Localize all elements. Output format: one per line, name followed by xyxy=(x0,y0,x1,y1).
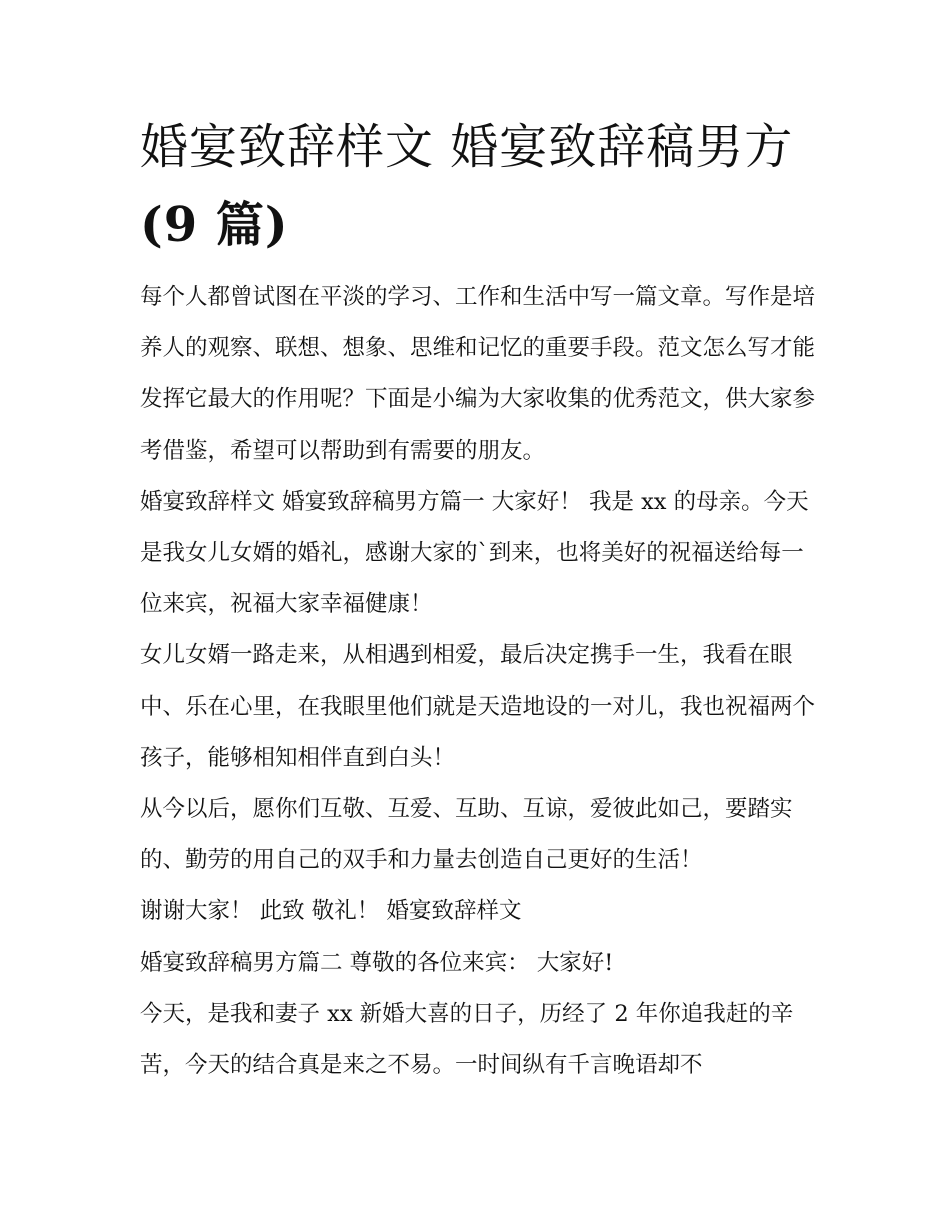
paragraph-speech-two-body: 今天，是我和妻子 xx 新婚大喜的日子，历经了 2 年你追我赶的辛苦，今天的结合真是来之不易。一时间纵有千言晚语却不 xyxy=(140,1000,794,1079)
title-text: 婚宴致辞样文 婚宴致辞稿男方 xyxy=(140,119,794,175)
title-count: (9 篇) xyxy=(140,197,289,253)
paragraph-intro: 每个人都曾试图在平淡的学习、工作和生活中写一篇文章。写作是培养人的观察、联想、想象、思维和记忆的重要手段。范文怎么写才能发挥它最大的作用呢？下面是小编为大家收集的优秀范文，供大家参考借鉴，希望可以帮助到有需要的朋友。 xyxy=(140,284,816,464)
document-title xyxy=(140,108,830,264)
paragraph-speech-two-heading: 婚宴致辞稿男方篇二 尊敬的各位来宾： 大家好! xyxy=(140,949,614,976)
paragraph-speech-one-blessing: 女儿女婿一路走来，从相遇到相爱，最后决定携手一生，我看在眼中、乐在心里，在我眼里他们就是天造地设的一对儿，我也祝福两个孩子，能够相知相伴直到白头！ xyxy=(140,642,816,771)
paragraph-speech-one-wish: 从今以后，愿你们互敬、互爱、互助、互谅，爱彼此如己，要踏实的、勤劳的用自己的双手和力量去创造自己更好的生活！ xyxy=(140,796,793,874)
document-body xyxy=(140,272,820,1091)
paragraph-speech-one-closing: 谢谢大家！ 此致 敬礼！ 婚宴致辞样文 xyxy=(140,898,522,925)
paragraph-speech-one-opening: 婚宴致辞样文 婚宴致辞稿男方篇一 大家好！ 我是 xx 的母亲。今天是我女儿女婿的婚礼，感谢大家的`到来，也将美好的祝福送给每一位来宾，祝福大家幸福健康！ xyxy=(140,488,809,618)
